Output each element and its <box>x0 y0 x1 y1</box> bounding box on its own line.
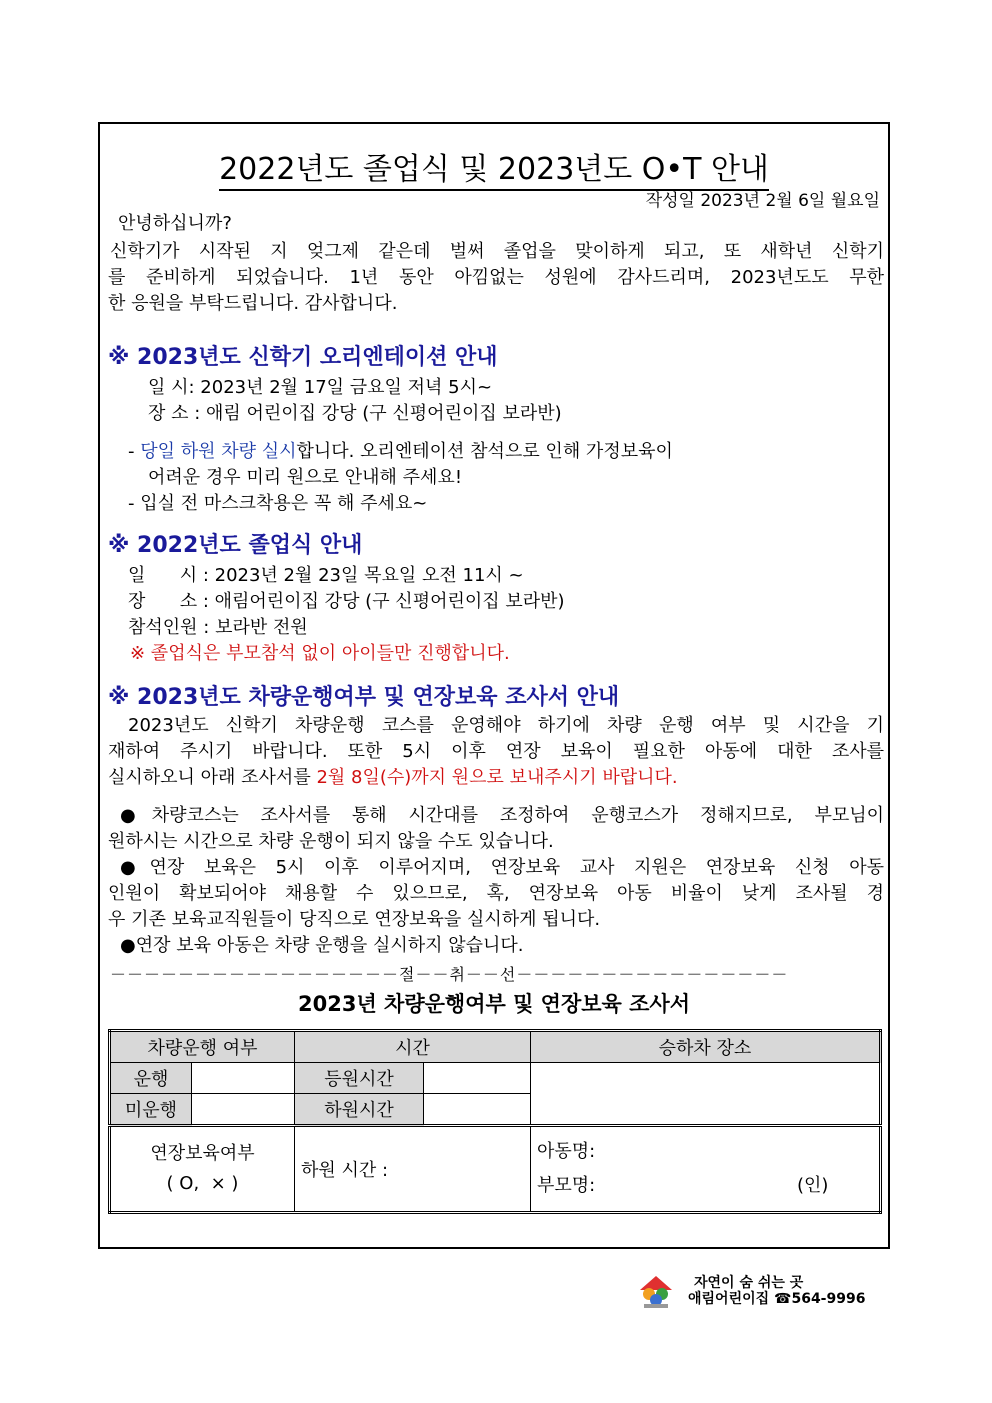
intro-line-3: 한 응원을 부탁드립니다. 감사합니다. <box>108 293 398 314</box>
norun-input[interactable] <box>192 1094 295 1126</box>
dropoff-time-field[interactable]: 하원 시간 : <box>295 1126 531 1213</box>
form-title: 2023년 차량운행여부 및 연장보육 조사서 <box>298 992 690 1016</box>
extended-care-cell[interactable] <box>110 1126 295 1213</box>
seal-mark: (인) <box>797 1175 829 1196</box>
col-vehicle: 차량운행 여부 <box>110 1031 295 1063</box>
graduation-where: 장 소 : 애림어린이집 강당 (구 신평어린이집 보라반) <box>128 591 565 612</box>
bullet-2c: 우 기존 보육교직원들이 당직으로 연장보육을 실시하게 됩니다. <box>108 909 601 930</box>
cut-line: －－－－－－－－－－－－－－－－－절－－취－－선－－－－－－－－－－－－－－－－ <box>110 965 789 984</box>
parent-name-field[interactable]: 부모명: (인) <box>537 1169 873 1203</box>
graduation-attend: 참석인원 : 보라반 전원 <box>128 617 308 638</box>
run-input[interactable] <box>192 1063 295 1094</box>
orientation-note-2: - 입실 전 마스크착용은 꼭 해 주세요~ <box>128 493 428 514</box>
extended-care-label: 연장보육여부 <box>150 1143 255 1164</box>
survey-form <box>108 1029 882 1214</box>
pickup-time-input[interactable] <box>424 1063 531 1094</box>
child-name-field[interactable]: 아동명: <box>537 1141 596 1162</box>
bullet-2b: 인원이 확보되어야 채용할 수 있으므로, 혹, 연장보육 아동 비율이 낮게 조사될 경 <box>108 883 884 904</box>
graduation-heading: ※ 2022년도 졸업식 안내 <box>108 533 363 558</box>
names-cell[interactable] <box>531 1126 881 1213</box>
place-input[interactable] <box>531 1063 881 1126</box>
orientation-note-1: - 당일 하원 차량 실시합니다. 오리엔테이션 참석으로 인해 가정보육이 <box>128 441 673 462</box>
pickup-time-label: 등원시간 <box>295 1063 424 1094</box>
dropoff-time-label: 하원시간 <box>295 1094 424 1126</box>
notice-frame <box>98 122 890 1249</box>
footer <box>636 1270 896 1310</box>
graduation-when: 일 시 : 2023년 2월 23일 목요일 오전 11시 ~ <box>128 565 524 586</box>
survey-line-3: 실시하오니 아래 조사서를 2월 8일(수)까지 원으로 보내주시기 바랍니다. <box>108 767 678 788</box>
page-title: 2022년도 졸업식 및 2023년도 O•T 안내 <box>100 144 888 188</box>
norun-label: 미운행 <box>110 1094 192 1126</box>
extended-care-options: ( O, × ) <box>166 1173 239 1194</box>
survey-heading: ※ 2023년도 차량운행여부 및 연장보육 조사서 안내 <box>108 685 620 710</box>
bullet-1b: 원하시는 시간으로 차량 운행이 되지 않을 수도 있습니다. <box>108 831 554 852</box>
orientation-where: 장 소 : 애림 어린이집 강당 (구 신평어린이집 보라반) <box>148 403 562 424</box>
greeting: 안녕하십니까? <box>118 213 232 234</box>
dropoff-highlight: 당일 하원 차량 실시 <box>140 441 297 462</box>
orientation-heading: ※ 2023년도 신학기 오리엔테이션 안내 <box>108 345 498 370</box>
dropoff-time-input[interactable] <box>424 1094 531 1126</box>
orientation-note-1-cont: 어려운 경우 미리 원으로 안내해 주세요! <box>148 467 463 488</box>
bullet-3: ●연장 보육 아동은 차량 운행을 실시하지 않습니다. <box>120 935 524 956</box>
graduation-notice: ※ 졸업식은 부모참석 없이 아이들만 진행합니다. <box>130 643 510 664</box>
intro-line-1: 신학기가 시작된 지 엊그제 같은데 벌써 졸업을 맞이하게 되고, 또 새학년 신학기 <box>110 241 884 262</box>
deadline-highlight: 2월 8일(수)까지 원으로 보내주시기 바랍니다. <box>316 767 678 788</box>
house-logo-icon <box>636 1270 676 1310</box>
survey-line-1: 2023년도 신학기 차량운행 코스를 운영해야 하기에 차량 운행 여부 및 시간을 기 <box>128 715 884 736</box>
footer-name-phone: 애림어린이집 ☎564-9996 <box>688 1291 866 1307</box>
footer-slogan: 자연이 숨 쉬는 곳 <box>694 1275 804 1291</box>
col-time: 시간 <box>295 1031 531 1063</box>
run-label: 운행 <box>110 1063 192 1094</box>
intro-line-2: 를 준비하게 되었습니다. 1년 동안 아낌없는 성원에 감사드리며, 2023년도도 무한 <box>108 267 884 288</box>
bullet-2a: ●연장 보육은 5시 이후 이루어지며, 연장보육 교사 지원은 연장보육 신청 아동 <box>120 857 884 878</box>
survey-line-2: 재하여 주시기 바랍니다. 또한 5시 이후 연장 보육이 필요한 아동에 대한 조사를 <box>108 741 884 762</box>
bullet-1a: ●차량코스는 조사서를 통해 시간대를 조정하여 운행코스가 정해지므로, 부모님이 <box>120 805 884 826</box>
orientation-when: 일 시: 2023년 2월 17일 금요일 저녁 5시~ <box>148 377 493 398</box>
date-line: 작성일 2023년 2월 6일 월요일 <box>645 191 880 211</box>
col-place: 승하차 장소 <box>531 1031 881 1063</box>
